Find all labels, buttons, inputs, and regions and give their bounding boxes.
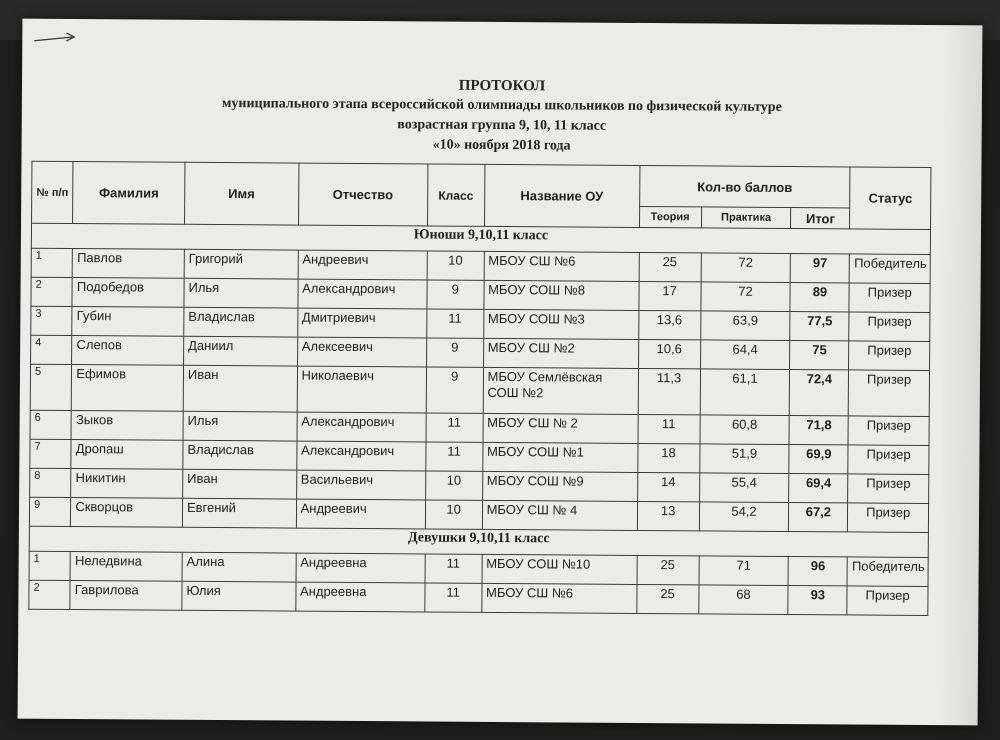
row-number-cell: 2 [31,277,73,306]
theory-cell: 11,3 [638,368,700,414]
name-cell: Алина [182,552,296,582]
row-number-cell: 5 [30,364,72,410]
surname-cell: Губин [72,307,184,337]
school-cell: МБОУ СОШ №9 [482,471,637,501]
patronymic-cell: Николаевич [297,366,426,413]
document-page [18,19,983,726]
document-header [22,73,983,160]
col-header-total: Итог [791,208,850,229]
name-cell: Юлия [182,581,296,611]
grade-cell: 9 [427,280,484,309]
surname-cell: Никитин [71,469,183,499]
surname-cell: Дропаш [71,440,183,470]
theory-cell: 11 [638,414,700,443]
group-title: Девушки 9,10,11 класс [29,526,928,557]
patronymic-cell: Васильевич [296,470,425,500]
status-cell: Призер [849,312,930,342]
table-row [29,580,928,615]
school-cell: МБОУ Семлёвская СОШ №2 [483,367,638,414]
patronymic-cell: Андреевич [296,499,425,529]
patronymic-cell: Алексеевич [297,337,426,367]
patronymic-cell: Андреевич [298,250,427,280]
col-header-practice: Практика [701,207,791,229]
grade-cell: 11 [425,583,482,612]
name-cell: Григорий [184,249,298,279]
grade-cell: 11 [426,413,483,442]
patronymic-cell: Дмитриевич [297,308,426,338]
row-number-cell: 7 [30,439,72,468]
document-title: ПРОТОКОЛ [458,77,546,95]
theory-cell: 10,6 [638,339,700,368]
surname-cell: Павлов [72,249,184,279]
row-number-cell: 1 [29,551,71,580]
status-cell: Призер [849,341,930,371]
grade-cell: 10 [427,251,484,280]
patronymic-cell: Андреевна [295,582,424,612]
patronymic-cell: Александрович [297,412,426,442]
header-line-2: возрастная группа 9, 10, 11 класс [397,117,607,134]
name-cell: Илья [183,411,297,441]
status-cell: Призер [848,474,929,504]
status-cell: Призер [849,283,930,313]
practice-cell: 64,4 [700,340,790,370]
practice-cell: 72 [700,282,790,312]
name-cell: Иван [183,469,297,499]
school-cell: МБОУ СШ №2 [483,338,638,368]
row-number-cell: 9 [29,497,71,526]
table-header-row [32,161,931,208]
grade-cell: 11 [426,442,483,471]
school-cell: МБОУ СШ № 4 [482,500,637,530]
theory-cell: 17 [638,281,700,310]
name-cell: Владислав [184,307,298,337]
grade-cell: 9 [426,338,483,367]
status-cell: Призер [848,503,929,533]
status-cell: Призер [848,445,929,475]
school-cell: МБОУ СОШ №3 [483,309,638,339]
practice-cell: 71 [699,556,789,586]
col-header-status: Статус [850,167,931,230]
practice-cell: 68 [698,585,788,615]
grade-cell: 11 [425,554,482,583]
patronymic-cell: Александрович [298,279,427,309]
practice-cell: 54,2 [699,502,789,532]
total-cell: 77,5 [790,312,849,341]
row-number-cell: 8 [30,468,72,497]
total-cell: 72,4 [790,370,849,416]
practice-cell: 55,4 [699,473,789,503]
surname-cell: Ефимов [72,365,184,412]
group-title: Юноши 9,10,11 класс [31,223,930,254]
row-number-cell: 3 [31,306,73,335]
school-cell: МБОУ СОШ №1 [482,442,637,472]
theory-cell: 13,6 [638,310,700,339]
row-number-cell: 2 [29,580,71,609]
name-cell: Даниил [183,336,297,366]
school-cell: МБОУ СОШ №10 [482,554,637,584]
header-line-3: «10» ноября 2018 года [432,137,571,154]
col-header-num: № п/п [32,161,74,223]
surname-cell: Гаврилова [70,581,182,611]
patronymic-cell: Александрович [296,441,425,471]
surname-cell: Скворцов [71,498,183,528]
status-cell: Призер [849,370,930,417]
surname-cell: Подобедов [72,278,184,308]
school-cell: МБОУ СОШ №8 [483,280,638,310]
col-header-grade: Класс [427,164,484,226]
total-cell: 89 [790,283,849,312]
practice-cell: 63,9 [700,311,790,341]
theory-cell: 14 [637,472,699,501]
total-cell: 96 [788,557,847,586]
header-line-1: муниципального этапа всероссийской олимпиады школьников по физической культуре [221,96,782,115]
col-header-surname: Фамилия [73,162,185,225]
total-cell: 71,8 [789,416,848,445]
total-cell: 69,4 [789,474,848,503]
grade-cell: 10 [425,500,482,529]
total-cell: 69,9 [789,445,848,474]
surname-cell: Слепов [72,336,184,366]
status-cell: Призер [847,586,928,616]
patronymic-cell: Андреевна [296,553,425,583]
row-number-cell: 4 [31,335,73,364]
status-cell: Победитель [847,557,928,587]
practice-cell: 51,9 [699,444,789,474]
results-table [28,161,931,616]
col-header-score: Кол-во баллов [639,165,850,207]
theory-cell: 25 [636,584,698,613]
theory-cell: 25 [637,555,699,584]
col-header-name: Имя [184,162,298,225]
practice-cell: 60,8 [700,415,790,445]
grade-cell: 9 [426,367,483,413]
practice-cell: 72 [701,253,791,283]
paper-shadow [938,25,983,725]
col-header-school: Название ОУ [484,164,639,227]
practice-cell: 61,1 [700,369,790,416]
status-cell: Призер [848,416,929,446]
theory-cell: 13 [637,501,699,530]
col-header-theory: Теория [639,206,701,227]
name-cell: Евгений [182,498,296,528]
surname-cell: Неледвина [70,552,182,582]
total-cell: 93 [788,586,847,615]
total-cell: 75 [790,341,849,370]
school-cell: МБОУ СШ №6 [481,583,636,613]
theory-cell: 18 [637,443,699,472]
col-header-patronymic: Отчество [298,163,428,226]
row-number-cell: 1 [31,248,73,277]
name-cell: Иван [183,365,297,412]
table-body [29,223,931,615]
table-row [30,364,929,416]
grade-cell: 10 [425,471,482,500]
school-cell: МБОУ СШ №6 [484,251,639,281]
school-cell: МБОУ СШ № 2 [483,413,638,443]
name-cell: Владислав [183,440,297,470]
surname-cell: Зыков [71,411,183,441]
name-cell: Илья [184,278,298,308]
total-cell: 67,2 [789,503,848,532]
row-number-cell: 6 [30,410,72,439]
theory-cell: 25 [639,252,701,281]
pen-mark [32,29,92,49]
status-cell: Победитель [849,254,930,284]
grade-cell: 11 [426,309,483,338]
total-cell: 97 [791,254,850,283]
